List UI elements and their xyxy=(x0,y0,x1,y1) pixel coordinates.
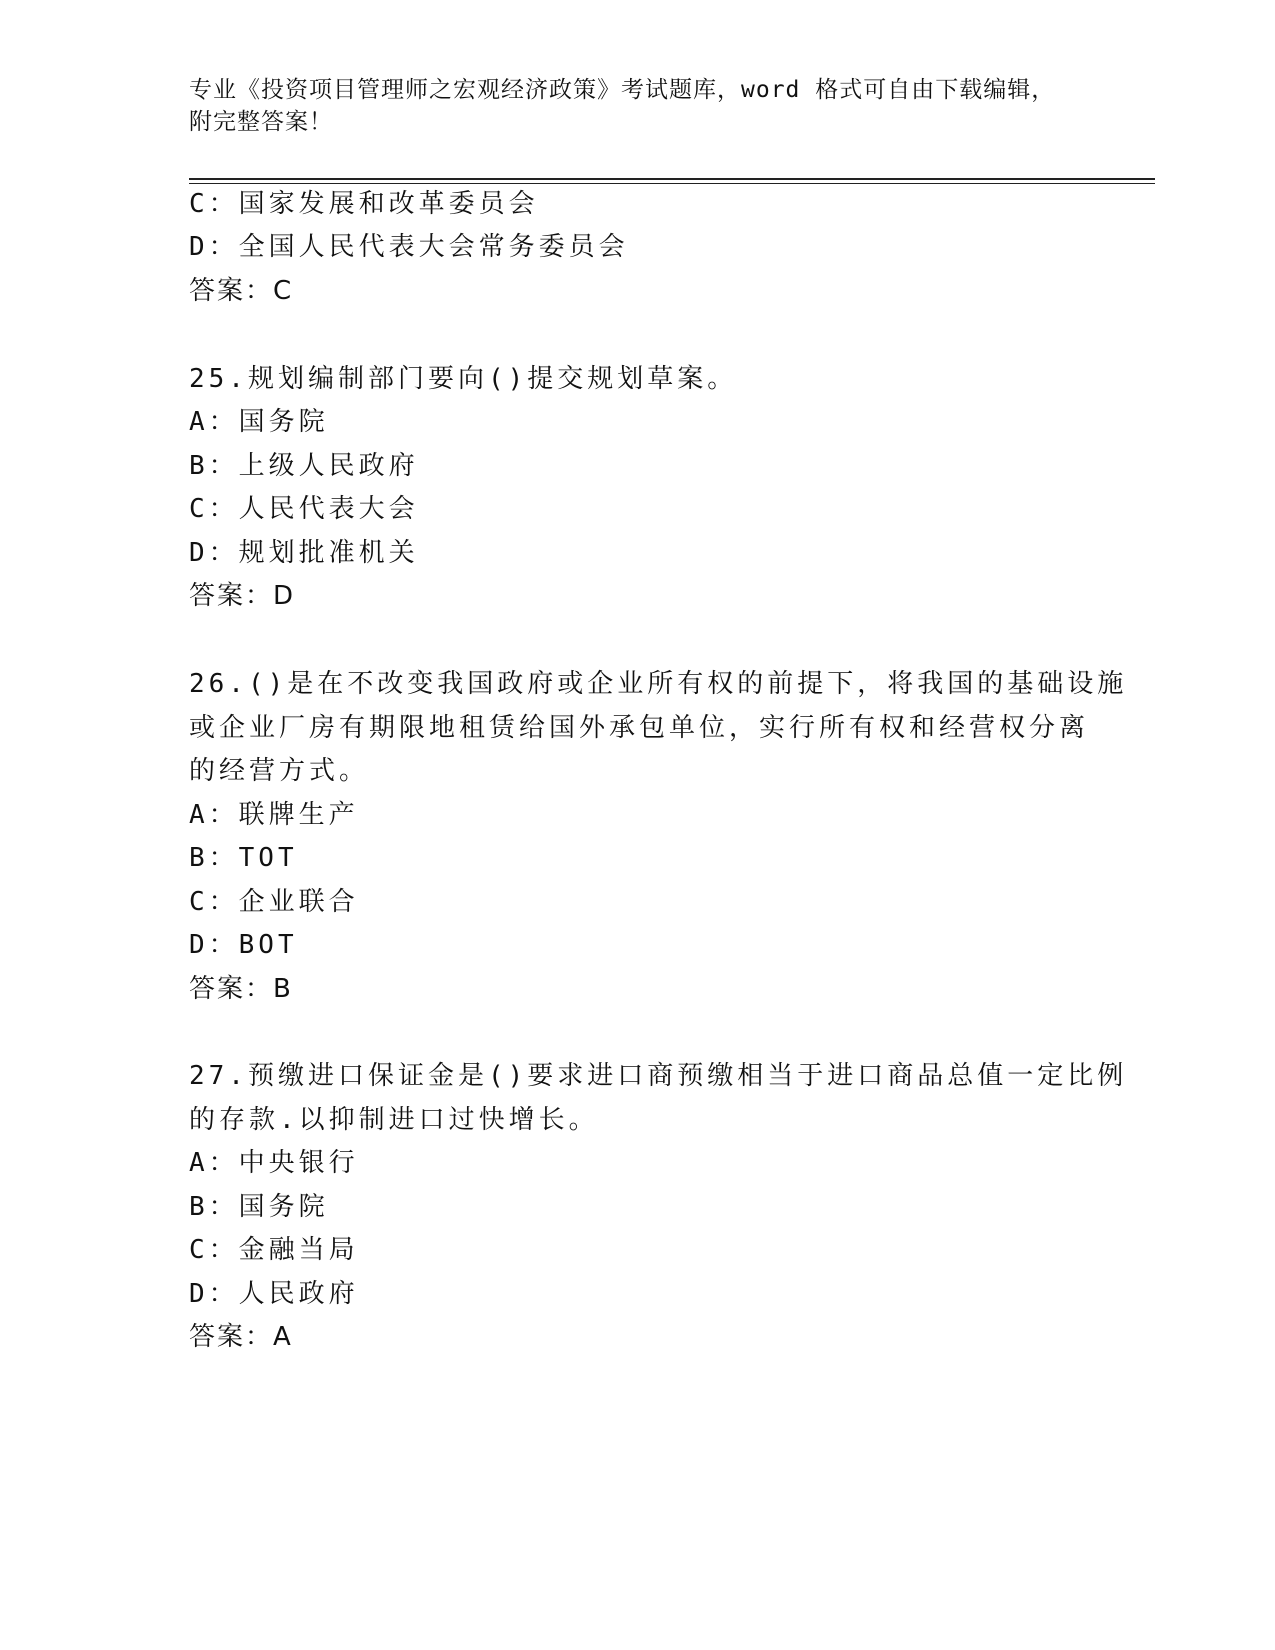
q25-option-c: C：人民代表大会 xyxy=(189,494,419,524)
document-header xyxy=(189,74,1069,138)
header-divider-thick xyxy=(189,178,1155,180)
q27-answer: 答案：A xyxy=(189,1322,293,1352)
q27-stem-line-2: 的存款.以抑制进口过快增长。 xyxy=(189,1105,599,1135)
q26-answer: 答案：B xyxy=(189,974,293,1004)
header-divider-thin xyxy=(189,183,1155,184)
q26-option-c: C：企业联合 xyxy=(189,887,359,917)
q25-option-b: B：上级人民政府 xyxy=(189,451,419,481)
q26-option-b: B：TOT xyxy=(189,843,298,873)
q24-option-c: C：国家发展和改革委员会 xyxy=(189,189,539,219)
q26-stem-line-2: 或企业厂房有期限地租赁给国外承包单位，实行所有权和经营权分离 xyxy=(189,713,1090,743)
q26-option-a: A：联牌生产 xyxy=(189,800,359,830)
q25-stem: 25.规划编制部门要向()提交规划草案。 xyxy=(189,364,738,394)
q27-option-d: D：人民政府 xyxy=(189,1279,359,1309)
q27-option-a: A：中央银行 xyxy=(189,1148,359,1178)
q24-option-d: D：全国人民代表大会常务委员会 xyxy=(189,232,629,262)
q27-option-b: B：国务院 xyxy=(189,1192,329,1222)
q26-stem-line-1: 26.()是在不改变我国政府或企业所有权的前提下，将我国的基础设施 xyxy=(189,669,1128,699)
q26-option-d: D：BOT xyxy=(189,930,298,960)
q25-option-a: A：国务院 xyxy=(189,407,329,437)
q27-option-c: C：金融当局 xyxy=(189,1235,359,1265)
q27-stem-line-1: 27.预缴进口保证金是()要求进口商预缴相当于进口商品总值一定比例 xyxy=(189,1061,1128,1091)
q26-stem-line-3: 的经营方式。 xyxy=(189,756,370,786)
q25-option-d: D：规划批准机关 xyxy=(189,538,419,568)
header-line-1: 专业《投资项目管理师之宏观经济政策》考试题库，word 格式可自由下载编辑， xyxy=(189,77,1056,103)
header-line-2: 附完整答案！ xyxy=(189,109,333,135)
q25-answer: 答案：D xyxy=(189,581,296,611)
q24-answer: 答案：C xyxy=(189,276,294,306)
